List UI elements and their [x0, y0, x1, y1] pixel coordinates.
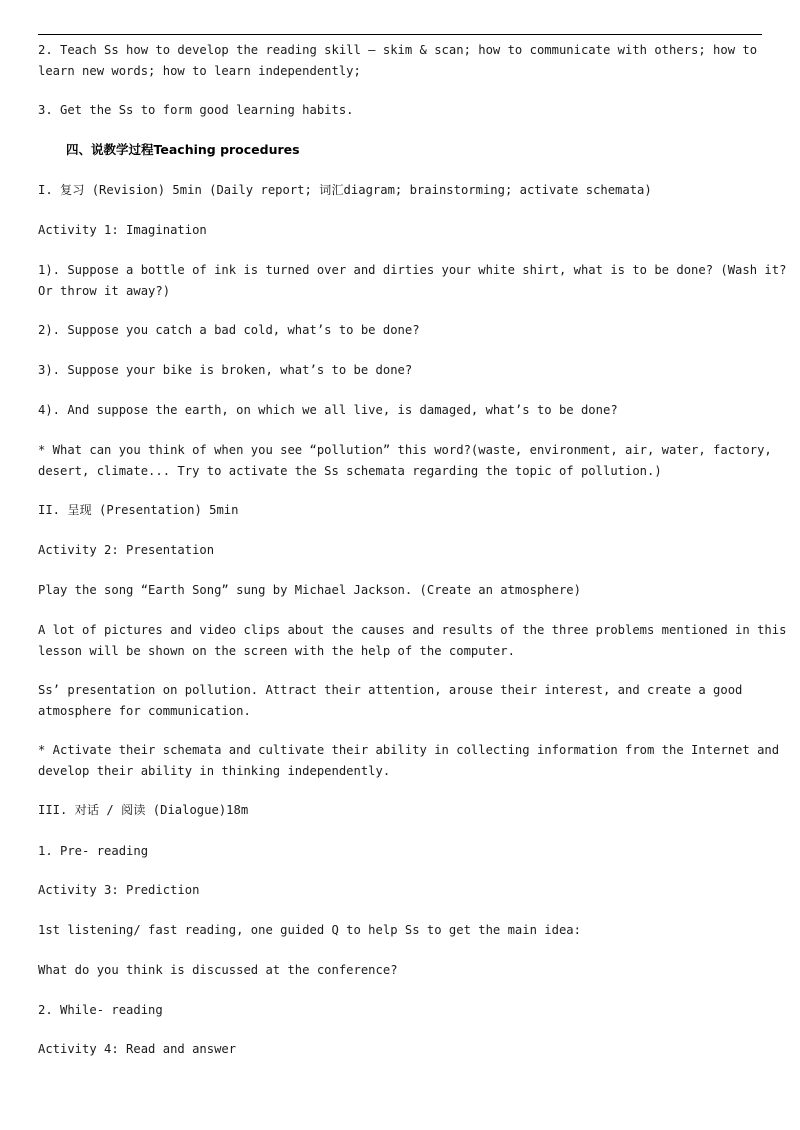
revision-title: I. 复习 (Revision) 5min (Daily report; 词汇diagram; brainstorming; activate schemata) — [38, 183, 652, 197]
note-2-line-1: * Activate their schemata and cultivate their ability in collecting information from the Internet and — [38, 743, 780, 757]
question-2: 2). Suppose you catch a bad cold, what’s to be done? — [38, 323, 420, 337]
note-1-line-1: * What can you think of when you see “pollution” this word?(waste, environment, air, water, factory, — [38, 443, 772, 457]
activity-1-title: Activity 1: Imagination — [38, 223, 207, 237]
section-heading: 四、说教学过程Teaching procedures — [66, 142, 300, 157]
note-1-line-2: desert, climate... Try to activate the Ss schemata regarding the topic of pollution.) — [38, 464, 662, 478]
activity-3-title: Activity 3: Prediction — [38, 883, 200, 897]
presentation-title: II. 呈现 (Presentation) 5min — [38, 503, 239, 517]
ss-presentation-line-1: Ss’ presentation on pollution. Attract their attention, arouse their interest, and create a good — [38, 683, 743, 697]
header-rule — [38, 34, 762, 35]
objective-item-2-line-1: 2. Teach Ss how to develop the reading skill — skim & scan; how to communicate with others; how to — [38, 43, 758, 57]
pictures-paragraph-line-1: A lot of pictures and video clips about the causes and results of the three problems mentioned in this — [38, 623, 787, 637]
question-1-line-1: 1). Suppose a bottle of ink is turned over and dirties your white shirt, what is to be done? (Wash it? — [38, 263, 787, 277]
question-3: 3). Suppose your bike is broken, what’s to be done? — [38, 363, 413, 377]
conference-question: What do you think is discussed at the conference? — [38, 963, 398, 977]
question-4: 4). And suppose the earth, on which we all live, is damaged, what’s to be done? — [38, 403, 618, 417]
activity-2-title: Activity 2: Presentation — [38, 543, 215, 557]
pictures-paragraph-line-2: lesson will be shown on the screen with the help of the computer. — [38, 644, 515, 658]
song-paragraph: Play the song “Earth Song” sung by Michael Jackson. (Create an atmosphere) — [38, 583, 581, 597]
listening-paragraph: 1st listening/ fast reading, one guided Q to help Ss to get the main idea: — [38, 923, 581, 937]
while-reading-title: 2. While- reading — [38, 1003, 163, 1017]
pre-reading-title: 1. Pre- reading — [38, 844, 149, 858]
question-1-line-2: Or throw it away?) — [38, 284, 171, 298]
objective-item-2-line-2: learn new words; how to learn independently; — [38, 64, 361, 78]
dialogue-title: III. 对话 / 阅读 (Dialogue)18m — [38, 803, 249, 817]
activity-4-title: Activity 4: Read and answer — [38, 1042, 237, 1056]
objective-item-3: 3. Get the Ss to form good learning habits. — [38, 103, 354, 117]
ss-presentation-line-2: atmosphere for communication. — [38, 704, 251, 718]
note-2-line-2: develop their ability in thinking independently. — [38, 764, 391, 778]
